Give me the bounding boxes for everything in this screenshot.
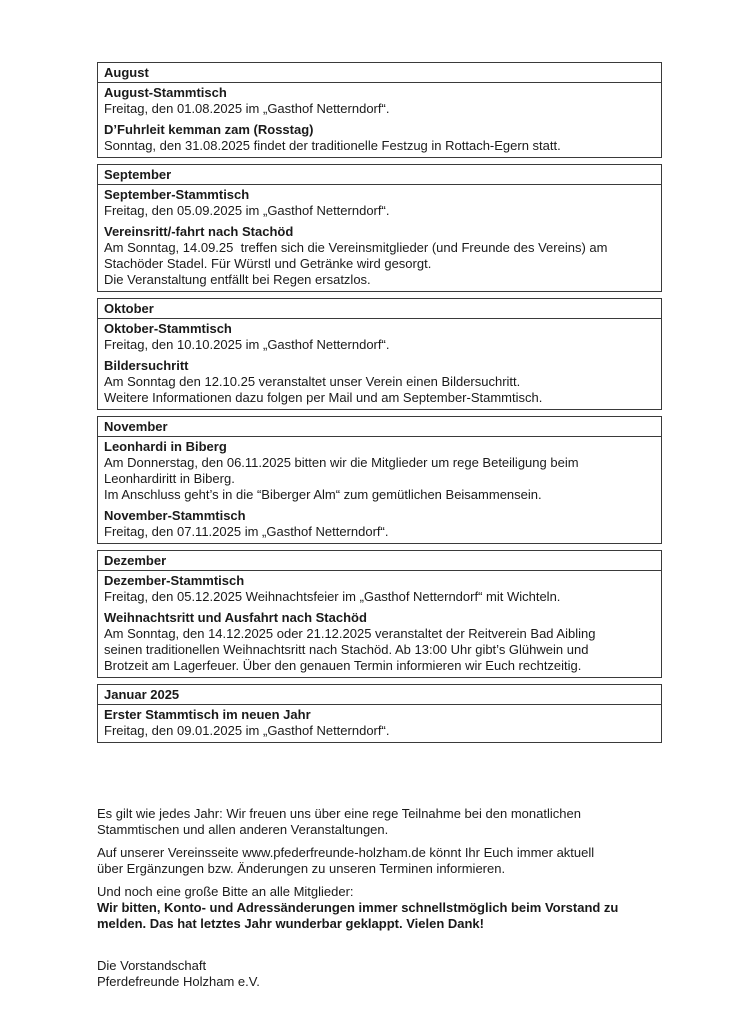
event-description-line: Die Veranstaltung entfällt bei Regen ersatzlos. (104, 272, 371, 287)
month-box (97, 416, 662, 544)
event-title: Oktober-Stammtisch (104, 321, 232, 336)
month-header: November (98, 417, 661, 437)
event-description-line: Am Sonntag, den 14.12.2025 oder 21.12.2025 veranstaltet der Reitverein Bad Aibling (104, 626, 596, 641)
event-description-line: Leonhardiritt in Biberg. (104, 471, 235, 486)
text-line: über Ergänzungen bzw. Änderungen zu unseren Terminen informieren. (97, 861, 506, 876)
event-description-line: Freitag, den 01.08.2025 im „Gasthof Netterndorf“. (104, 101, 390, 116)
month-header: Oktober (98, 299, 661, 319)
event-item (104, 187, 655, 219)
event-title: Weihnachtsritt und Ausfahrt nach Stachöd (104, 610, 367, 625)
event-item (104, 358, 655, 406)
event-description-line: Weitere Informationen dazu folgen per Mail und am September-Stammtisch. (104, 390, 543, 405)
event-description-line: seinen traditionellen Weihnachtsritt nach Stachöd. Ab 13:00 Uhr gibt’s Glühwein und (104, 642, 589, 657)
event-title: Bildersuchritt (104, 358, 189, 373)
month-body (98, 437, 661, 543)
event-description-line: Freitag, den 05.09.2025 im „Gasthof Netterndorf“. (104, 203, 390, 218)
event-description-line: Brotzeit am Lagerfeuer. Über den genauen Termin informieren wir Euch rechtzeitig. (104, 658, 582, 673)
month-header: Januar 2025 (98, 685, 661, 705)
month-body (98, 705, 661, 742)
event-item (104, 610, 655, 674)
event-description-line: Am Sonntag, 14.09.25 treffen sich die Vereinsmitglieder (und Freunde des Vereins) am (104, 240, 608, 255)
signature-line-club: Pferdefreunde Holzham e.V. (97, 974, 260, 989)
event-description-line: Am Donnerstag, den 06.11.2025 bitten wir die Mitglieder um rege Beteiligung beim (104, 455, 579, 470)
month-box (97, 298, 662, 410)
text-line: Und noch eine große Bitte an alle Mitglieder: (97, 884, 354, 899)
event-description-line: Freitag, den 07.11.2025 im „Gasthof Netterndorf“. (104, 524, 389, 539)
event-title: Vereinsritt/-fahrt nach Stachöd (104, 224, 294, 239)
event-item (104, 224, 655, 288)
event-description-line: Am Sonntag den 12.10.25 veranstaltet unser Verein einen Bildersuchritt. (104, 374, 521, 389)
event-description-line: Im Anschluss geht’s in die “Biberger Alm“ zum gemütlichen Beisammensein. (104, 487, 542, 502)
event-title: September-Stammtisch (104, 187, 250, 202)
bold-text-line: melden. Das hat letztes Jahr wunderbar geklappt. Vielen Dank! (97, 916, 484, 931)
event-title: Erster Stammtisch im neuen Jahr (104, 707, 311, 722)
signature (97, 958, 260, 990)
event-item (104, 439, 655, 503)
text-line: Stammtischen und allen anderen Veranstaltungen. (97, 822, 389, 837)
event-description-line: Freitag, den 09.01.2025 im „Gasthof Netterndorf“. (104, 723, 390, 738)
bold-text-line: Wir bitten, Konto- und Adressänderungen immer schnellstmöglich beim Vorstand zu (97, 900, 619, 915)
month-body (98, 83, 661, 157)
event-item (104, 508, 655, 540)
event-item (104, 122, 655, 154)
event-item (104, 573, 655, 605)
month-body (98, 571, 661, 677)
month-body (98, 319, 661, 409)
text-line: Auf unserer Vereinsseite www.pfederfreunde-holzham.de könnt Ihr Euch immer aktuell (97, 845, 595, 860)
event-title: August-Stammtisch (104, 85, 227, 100)
month-header: Dezember (98, 551, 661, 571)
footer-paragraph-participation (97, 806, 677, 838)
footer-paragraph-request (97, 884, 677, 932)
event-title: D’Fuhrleit kemman zam (Rosstag) (104, 122, 314, 137)
month-header: September (98, 165, 661, 185)
event-description-line: Stachöder Stadel. Für Würstl und Getränke wird gesorgt. (104, 256, 432, 271)
event-calendar (97, 62, 662, 749)
text-line: Es gilt wie jedes Jahr: Wir freuen uns über eine rege Teilnahme bei den monatlichen (97, 806, 581, 821)
month-box (97, 550, 662, 678)
event-title: November-Stammtisch (104, 508, 246, 523)
event-title: Dezember-Stammtisch (104, 573, 245, 588)
month-box (97, 684, 662, 743)
event-title: Leonhardi in Biberg (104, 439, 227, 454)
month-header: August (98, 63, 661, 83)
event-description-line: Sonntag, den 31.08.2025 findet der traditionelle Festzug in Rottach-Egern statt. (104, 138, 561, 153)
event-item (104, 85, 655, 117)
month-box (97, 164, 662, 292)
month-body (98, 185, 661, 291)
event-item (104, 707, 655, 739)
footer-paragraph-website (97, 845, 677, 877)
footer-notes (97, 806, 677, 939)
signature-line-board: Die Vorstandschaft (97, 958, 207, 973)
month-box (97, 62, 662, 158)
event-item (104, 321, 655, 353)
event-description-line: Freitag, den 05.12.2025 Weihnachtsfeier im „Gasthof Netterndorf“ mit Wichteln. (104, 589, 561, 604)
event-description-line: Freitag, den 10.10.2025 im „Gasthof Netterndorf“. (104, 337, 390, 352)
